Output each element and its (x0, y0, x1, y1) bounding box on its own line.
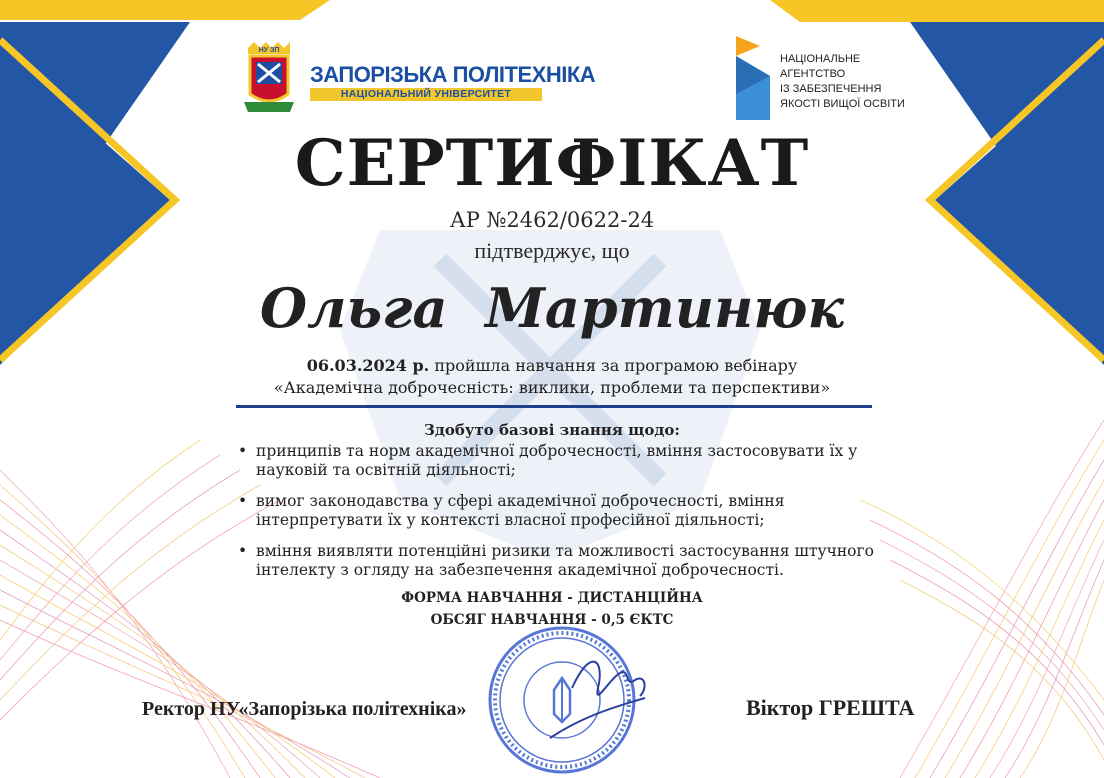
knowledge-list (236, 442, 896, 592)
study-volume: ОБСЯГ НАВЧАННЯ - 0,5 ЄКТС (430, 612, 674, 628)
bullet-icon: • (238, 542, 248, 560)
rector-name: Віктор ГРЕШТА (746, 695, 915, 720)
certificate-number: АР №2462/0622-24 (449, 208, 655, 232)
study-form: ФОРМА НАВЧАННЯ - ДИСТАНЦІЙНА (401, 590, 703, 606)
webinar-date: 06.03.2024 р. (306, 356, 430, 375)
certificate-title: СЕРТИФІКАТ (294, 126, 810, 201)
webinar-text: пройшла навчання за програмою вебінару (429, 356, 798, 375)
list-item: • принципів та норм академічної доброчесності, вміння застосовувати їх у науковій та освітній діяльності; (238, 442, 858, 479)
confirms-text: підтверджує, що (474, 238, 630, 263)
university-logo (234, 40, 596, 120)
seal-stamp-icon (480, 618, 650, 778)
divider-line (236, 405, 872, 408)
university-name: ЗАПОРІЗЬКА ПОЛІТЕХНІКА (310, 62, 596, 87)
agency-name: НАЦІОНАЛЬНЕ АГЕНТСТВО ІЗ ЗАБЕЗПЕЧЕННЯ ЯКОСТІ ВИЩОЇ ОСВІТИ (780, 53, 905, 110)
svg-text:НУ ЗП: НУ ЗП (258, 47, 280, 54)
agency-logo-icon (730, 36, 776, 122)
knowledge-heading: Здобуто базові знання щодо: (424, 421, 680, 439)
bullet-icon: • (238, 442, 248, 460)
list-item: • вимог законодавства у сфері академічної доброчесності, вміння інтерпретувати їх у контексті власної професійної діяльності; (238, 492, 785, 529)
bullet-icon: • (238, 492, 248, 510)
university-subtitle: НАЦІОНАЛЬНИЙ УНІВЕРСИТЕТ (310, 88, 542, 101)
rector-position: Ректор НУ«Запорізька політехніка» (142, 698, 467, 720)
recipient-name: Ольга Мартинюк (259, 276, 845, 340)
university-coat-of-arms-icon (234, 40, 306, 120)
webinar-title: «Академічна доброчесність: виклики, проблеми та перспективи» (273, 378, 831, 397)
webinar-line (0, 356, 1104, 375)
agency-logo (730, 36, 910, 126)
list-item: • вміння виявляти потенційні ризики та можливості застосування штучного інтелекту з огляду на забезпечення академічної доброчесності. (238, 542, 874, 579)
